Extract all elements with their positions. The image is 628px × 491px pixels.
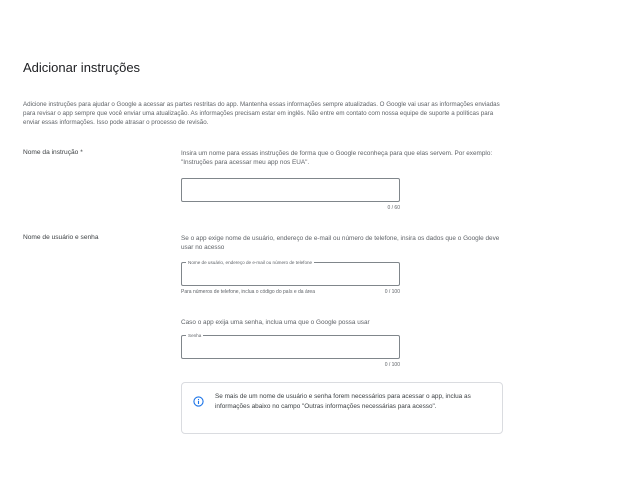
credentials-label: Nome de usuário e senha bbox=[23, 234, 99, 241]
instruction-name-help: Insira um nome para essas instruções de forma que o Google reconheça para que elas servem. Por exemplo: "Instruções para acessar meu app nos EUA". bbox=[181, 150, 493, 166]
info-icon bbox=[193, 394, 204, 405]
password-help: Caso o app exija uma senha, inclua uma que o Google possa usar bbox=[181, 319, 370, 326]
password-legend: Senha bbox=[188, 333, 202, 338]
page-title: Adicionar instruções bbox=[23, 60, 141, 75]
info-text: Se mais de um nome de usuário e senha forem necessários para acessar o app, inclua as informações abaixo no campo "Outras informações necessárias para acesso". bbox=[215, 393, 471, 410]
instruction-name-label bbox=[23, 149, 83, 156]
username-counter: 0 / 100 bbox=[384, 289, 400, 295]
password-input[interactable] bbox=[181, 335, 400, 359]
instruction-name-counter: 0 / 60 bbox=[387, 205, 400, 211]
intro-text: Adicione instruções para ajudar o Google a acessar as partes restritas do app. Mantenha essas informações sempre atualizadas. O Google vai usar as informações enviadas para revisar o app sempre que você enviar uma atualização. As informações precisam estar em inglês. Não entre em contato com nossa equipe de suporte a políticas para enviar essas informações. Isso pode atrasar o processo de revisão. bbox=[23, 101, 500, 126]
username-hint: Para números de telefone, inclua o código do país e da área bbox=[181, 289, 315, 295]
instruction-name-label-text: Nome da instrução bbox=[23, 149, 79, 156]
username-legend: Nome de usuário, endereço de e-mail ou número de telefone bbox=[188, 260, 313, 265]
credentials-help: Se o app exige nome de usuário, endereço de e-mail ou número de telefone, insira os dados que o Google deve usar no acesso bbox=[181, 235, 500, 251]
info-box bbox=[181, 382, 503, 434]
password-counter: 0 / 100 bbox=[384, 362, 400, 368]
username-input[interactable] bbox=[181, 262, 400, 286]
instruction-name-input[interactable] bbox=[181, 178, 400, 202]
required-mark: * bbox=[80, 149, 83, 156]
